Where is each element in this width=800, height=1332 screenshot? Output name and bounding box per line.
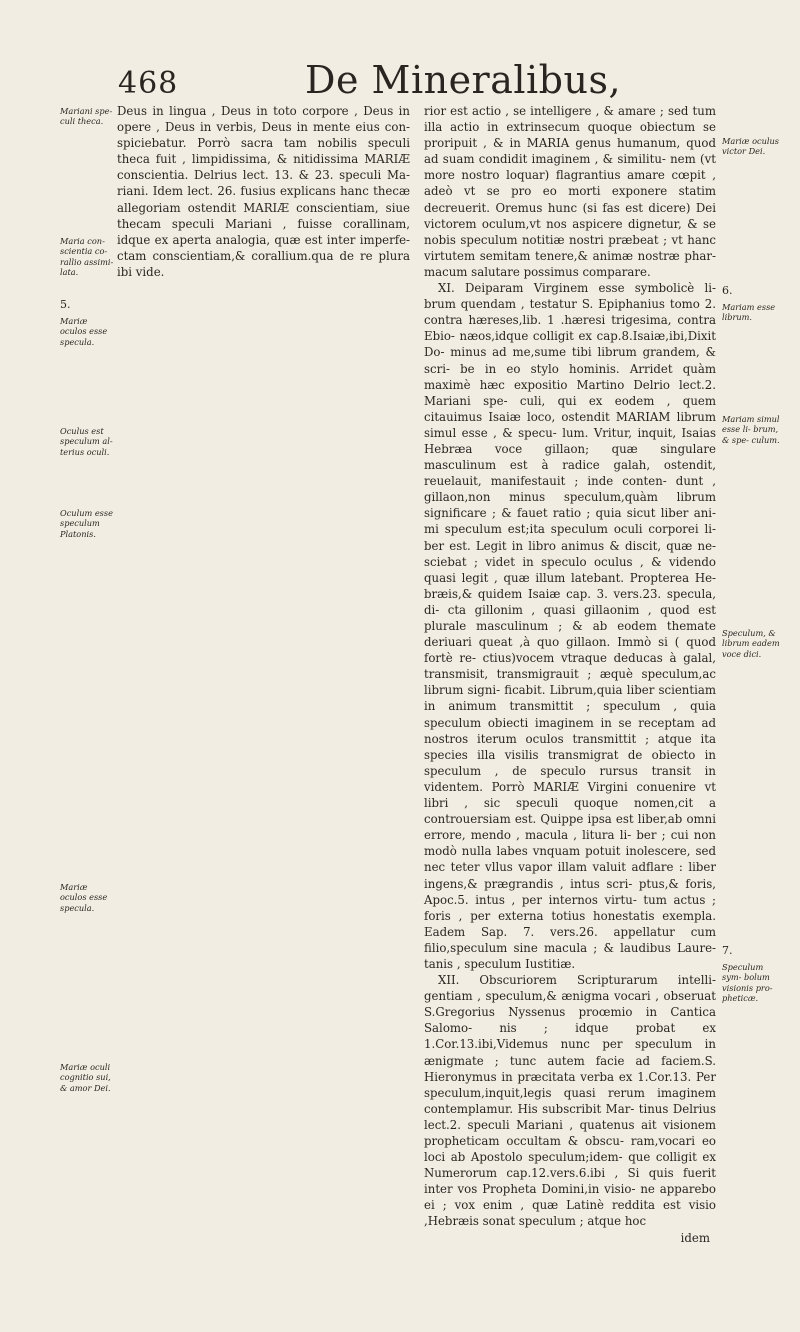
margin-note: Speculum, & librum eadem voce dici. [722, 628, 780, 659]
catchword: idem [680, 1230, 710, 1245]
margin-note: Oculus est speculum al- terius oculi. [60, 426, 113, 457]
paragraph: rior est actio , se intelligere , & amare ; sed tum illa actio in extrinsecum quoque obiectum se proripuit , & in MARIA genus humanum, quod ad suam condidit imaginem , & similitu- nem (vt more nostro loquar) flagrantius amare cœpit , adeò vt se pro eo morti exponere statim decreuerit. Oremus hunc (si fas est dicere) Dei victorem oculum,vt nos aspicere dignetur, & se nobis speculum notitiæ nostri præbeat ; vt hanc virtutem semitam tenere,& animæ nostræ phar- macum salutare possimus comparare. [424, 104, 716, 279]
margin-note: Speculum sym- bolum visionis pro- pheticæ. [722, 962, 773, 1004]
page-header [0, 58, 800, 108]
margin-note: Mariam esse librum. [722, 302, 776, 323]
right-column [424, 103, 716, 1246]
margin-note: Maria con- scientia co- rallio assimi- lata. [60, 236, 114, 278]
page-number: 468 [118, 66, 179, 101]
margin-note: Mariæ oculus victor Dei. [722, 136, 779, 157]
paragraph: Deus in lingua , Deus in toto corpore , Deus in opere , Deus in verbis, Deus in mente eius con- spiciebatur. Porrò sacra tam nobilis speculi theca fuit , limpidissima, & nitidissima MARIÆ conscientia. Delrius lect. 13. & 23. speculi Ma- riani. Idem lect. 26. fusius explicans hanc thecæ allegoriam ostendit MARIÆ conscientiam, siue thecam speculi Mariani , fuisse corallinam, idque ex aperta analogia, quæ est inter imperfe- ctam conscientiam,& corallium.qua de re plura ibi vide. [117, 104, 410, 279]
margin-note: Mariæ oculi cognitio sui, & amor Dei. [60, 1062, 111, 1093]
running-title: De Mineralibus, [305, 58, 622, 102]
left-column [117, 103, 410, 280]
margin-note: Mariani spe- culi theca. [60, 106, 113, 127]
section-number: 7. [722, 944, 733, 957]
paragraph: XII. Obscuriorem Scripturarum intelli- gentiam , speculum,& ænigma vocari , obseruat S.Gregorius Nyssenus proœmio in Cantica Salomo- nis ; idque probat ex 1.Cor.13.ibi,Videmus nunc per speculum in ænigmate ; tunc autem facie ad faciem.S. Hieronymus in præcitata verba ex 1.Cor.13. Per speculum,inquit,legis quasi rerum imaginem contemplamur. His subscribit Mar- tinus Delrius lect.2. speculi Mariani , quatenus ait visionem propheticam occultam & obscu- ram,vocari eo loci ab Apostolo speculum;idem- que colligit ex Numerorum cap.12.vers.6.ibi , Si quis fuerit inter vos Propheta Domini,in visio- ne apparebo ei ; vox enim , quæ Latinè reddita est visio ,Hebræis sonat speculum ; atque hoc [424, 973, 716, 1229]
paragraph: XI. Deiparam Virginem esse symbolicè li- brum quendam , testatur S. Epiphanius tomo 2. contra hæreses,lib. 1 .hæresi trigesima, contra Ebio- næos,idque colligit ex cap.8.Isaiæ,ibi,Dixit Do- minus ad me,sume tibi librum grandem, & scri- be in eo stylo hominis. Arridet quàm maximè hæc expositio Martino Delrio lect.2. Mariani spe- culi, qui ex eodem , quem citauimus Isaiæ loco, ostendit MARIAM librum simul esse , & specu- lum. Vritur, inquit, Isaias Hebræa voce gillaon; quæ singulare masculinum est à radice galah, ostendit, reuelauit, manifestauit ; inde conten- dunt , gillaon,non minus speculum,quàm librum significare ; & fauet ratio ; quia sicut liber ani- mi speculum est;ita speculum oculi corporei li- ber est. Legit in libro animus & discit, quæ ne- sciebat ; videt in speculo oculus , & videndo quasi legit , quæ illum latebant. Propterea He- bræis,& quidem Isaiæ cap. 3. vers.23. specula, di- cta gillonim , quasi gillaonim , quod est plurale masculinum ; & ab eodem themate deriuari queat ,à quo gillaon. Immò si ( quod fortè re- ctius)vocem vtraque deducas à galal, transmisit, transmigrauit ; æquè speculum,ac librum signi- ficabit. Librum,quia liber scientiam in animum transmittit ; speculum , quia speculum obiecti imaginem in se receptam ad nostros iterum oculos transmittit ; atque ita species illa visilis transmigrat de obiecto in speculum , de speculo rursus transit in videntem. Porrò MARIÆ Virgini conuenire vt libri , sic speculi quoque nomen,cit a controuersiam est. Quippe ipsa est liber,ab omni errore, mendo , macula , litura li- ber ; cui non modò nulla labes vnquam potuit inolescere, sed nec teter vllus vapor illam valuit adflare : liber ingens,& prægrandis , intus scri- ptus,& foris, Apoc.5. intus , per internos virtu- tum actus ; foris , per externa totius honestatis exempla. Eadem Sap. 7. vers.26. appellatur cum filio,speculum sine macula ; & laudibus Laure- tanis , speculum Iustitiæ. [424, 281, 716, 971]
margin-note: Mariæ oculos esse specula. [60, 882, 108, 913]
margin-note: Oculum esse speculum Platonis. [60, 508, 113, 539]
margin-note: Mariæ oculos esse specula. [60, 316, 108, 347]
margin-note: Mariam simul esse li- brum, & spe- culum. [722, 414, 780, 445]
section-number: 6. [722, 284, 733, 297]
section-number: 5. [60, 298, 71, 311]
